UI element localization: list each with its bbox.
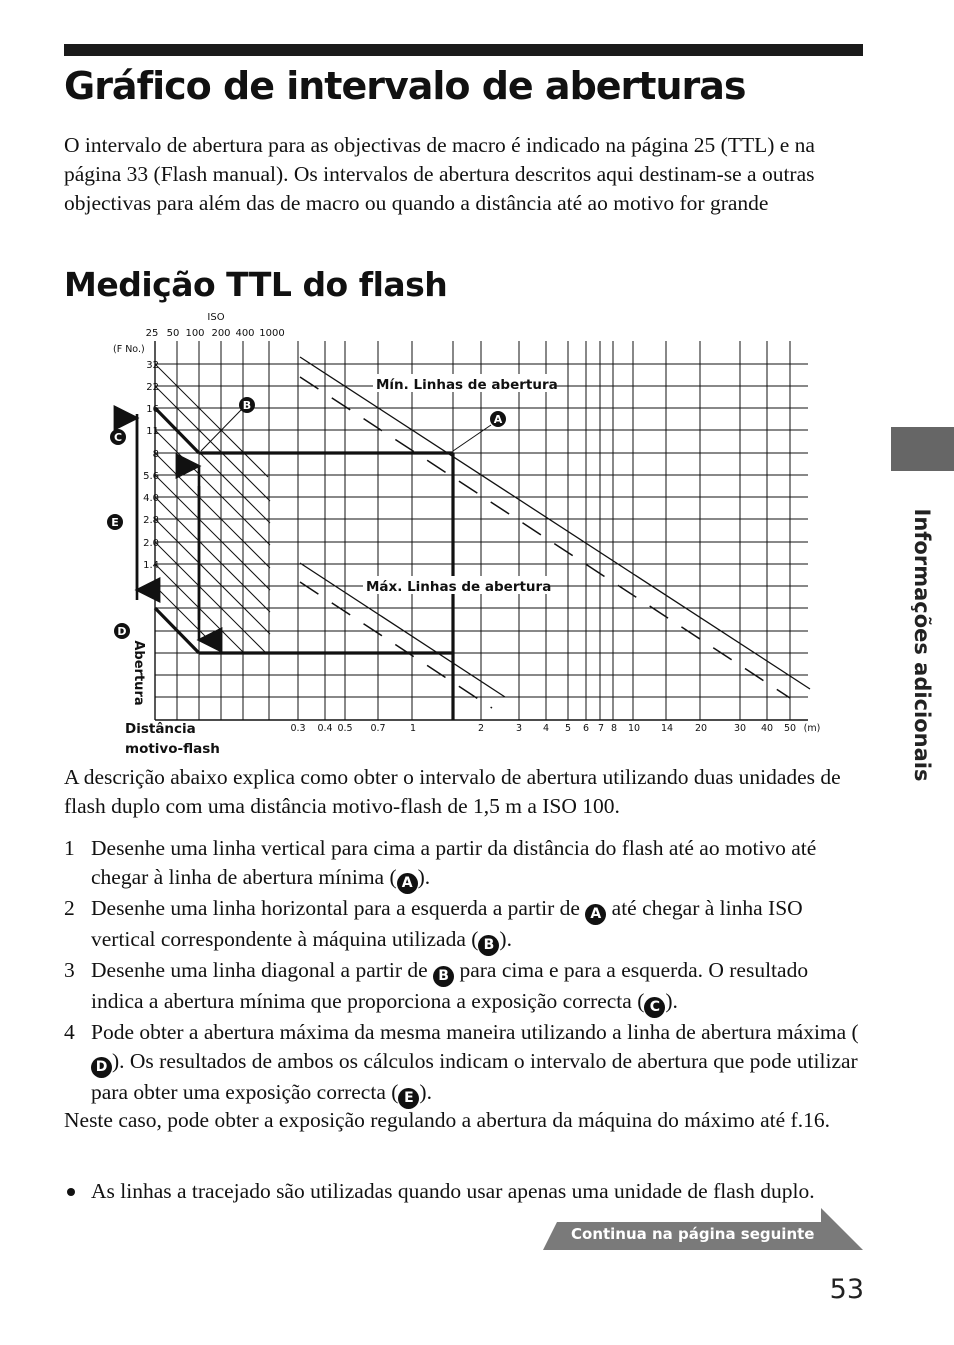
min-aperture-line xyxy=(300,357,810,689)
marker-d-icon: D xyxy=(91,1057,112,1078)
marker-a-icon: A xyxy=(397,873,418,894)
step-item: 2 Desenhe uma linha horizontal para a esquerda a partir de A até chegar à linha ISO vertical correspondente à máquina utilizada ( B ). xyxy=(64,894,864,956)
fno-tick-label: 11 xyxy=(146,426,159,437)
marker-c-label: C xyxy=(113,431,123,444)
marker-e-label: E xyxy=(111,516,119,529)
xlabel-line1: Distância xyxy=(125,721,196,737)
step-number: 4 xyxy=(64,1020,75,1044)
continue-banner xyxy=(543,1208,863,1250)
iso-diagonal-line xyxy=(155,497,270,612)
fno-axis-label: (F No.) xyxy=(113,344,145,355)
distance-tick-label: 50 xyxy=(783,723,797,734)
marker-d-label: D xyxy=(117,625,127,638)
ylabel: Abertura xyxy=(131,640,146,706)
aperture-lines xyxy=(300,357,810,708)
distance-tick-label: 4 xyxy=(542,723,550,734)
max-aperture-label: Máx. Linhas de abertura xyxy=(366,579,552,595)
fno-tick-label: 16 xyxy=(146,404,159,415)
marker-a-icon: A xyxy=(585,904,606,925)
xlabel-line2: motivo-flash xyxy=(125,741,220,757)
fno-tick-label: 32 xyxy=(146,360,159,371)
distance-tick-label: 2 xyxy=(477,723,485,734)
step-item: 3 Desenhe uma linha diagonal a partir de B para cima e para a esquerda. O resultado indica a abertura mínima que proporciona a exposição correcta ( C ). xyxy=(64,956,864,1018)
steps-list xyxy=(64,834,864,1109)
continue-label: Continua na página seguinte xyxy=(571,1225,815,1243)
step-item: 1 Desenhe uma linha vertical para cima a partir da distância do flash até ao motivo até chegar à linha de abertura mínima ( A ). xyxy=(64,834,864,894)
distance-tick-label: 0.5 xyxy=(337,723,353,734)
distance-tick-label: 5 xyxy=(564,723,572,734)
section-title: Medição TTL do flash xyxy=(64,265,448,304)
fno-tick-label: 5.6 xyxy=(143,471,159,482)
fno-tick-label: 1.4 xyxy=(143,560,159,571)
iso-tick-label: 200 xyxy=(211,328,231,339)
distance-tick-label: 40 xyxy=(760,723,774,734)
step-number: 3 xyxy=(64,958,75,982)
iso-diagonal-line xyxy=(155,542,266,653)
distance-tick-label: 10 xyxy=(627,723,641,734)
fno-tick-label: 2.0 xyxy=(143,538,159,549)
iso-tick-label: 100 xyxy=(185,328,205,339)
intro-paragraph: O intervalo de abertura para as objectivas de macro é indicado na página 25 (TTL) e na página 33 (Flash manual). Os intervalos de abertura descritos aqui destinam-se a outras objectivas para além das de macro ou quando a distância até ao motivo for grande xyxy=(64,133,815,215)
distance-tick-label: 8 xyxy=(610,723,618,734)
note-bullet: As linhas a tracejado são utilizadas quando usar apenas uma unidade de flash duplo. xyxy=(64,1177,844,1206)
distance-unit-label: (m) xyxy=(803,723,821,734)
min-aperture-dashed-line xyxy=(300,377,790,698)
min-aperture-label: Mín. Linhas de abertura xyxy=(376,377,558,393)
distance-tick-label: 7 xyxy=(597,723,605,734)
bullet-dot-icon xyxy=(67,1188,75,1196)
distance-tick-label: 0.7 xyxy=(370,723,386,734)
description-paragraph: A descrição abaixo explica como obter o intervalo de abertura utilizando duas unidades de flash duplo com uma distância motivo-flash de 1,5 m a ISO 100. xyxy=(64,765,841,818)
distance-tick-label: 30 xyxy=(733,723,747,734)
iso-axis-label: ISO xyxy=(207,312,225,323)
distance-tick-label: 6 xyxy=(582,723,590,734)
fno-tick-label: 22 xyxy=(146,382,159,393)
iso-diagonal-line xyxy=(152,430,270,545)
iso-tick-label: 50 xyxy=(166,328,180,339)
fno-tick-label: 2.8 xyxy=(143,515,159,526)
distance-tick-label: 1 xyxy=(409,723,417,734)
marker-b-icon: B xyxy=(478,935,499,956)
iso-diagonal-line xyxy=(155,519,270,634)
distance-tick-label: 3 xyxy=(515,723,523,734)
iso-diagonal-line xyxy=(155,453,270,568)
marker-a-label: A xyxy=(493,413,503,426)
side-tab-marker xyxy=(891,427,954,471)
marker-e-icon: E xyxy=(398,1088,419,1109)
step-item: 4 Pode obter a abertura máxima da mesma maneira utilizando a linha de abertura máxima (D ). Os resultados de ambos os cálculos indicam o intervalo de abertura que pode utilizar para obter uma exposição correcta ( E ). xyxy=(64,1018,864,1109)
iso-diagonal-line xyxy=(155,475,270,590)
iso-tick-label: 25 xyxy=(145,328,159,339)
distance-tick-label: 14 xyxy=(660,723,674,734)
max-aperture-dashed-line xyxy=(300,582,492,708)
page-title: Gráfico de intervalo de aberturas xyxy=(64,64,746,108)
iso-tick-label: 1000 xyxy=(259,328,285,339)
marker-b-label: B xyxy=(242,399,252,412)
marker-leader-line xyxy=(453,425,491,451)
distance-tick-label: 0.3 xyxy=(290,723,306,734)
page-number: 53 xyxy=(829,1274,864,1305)
distance-tick-label: 20 xyxy=(694,723,708,734)
fno-tick-label: 8 xyxy=(152,449,159,460)
step-number: 1 xyxy=(64,836,75,860)
step-number: 2 xyxy=(64,896,75,920)
marker-b-icon: B xyxy=(433,966,454,987)
distance-tick-label: 0.4 xyxy=(317,723,333,734)
conclusion-paragraph: Neste caso, pode obter a exposição regulando a abertura da máquina do máximo até f.16. xyxy=(64,1108,830,1132)
iso-tick-label: 400 xyxy=(235,328,255,339)
marker-c-icon: C xyxy=(644,997,665,1018)
fno-tick-label: 4.0 xyxy=(143,493,159,504)
side-tab-label: Informações adicionais xyxy=(910,508,934,782)
